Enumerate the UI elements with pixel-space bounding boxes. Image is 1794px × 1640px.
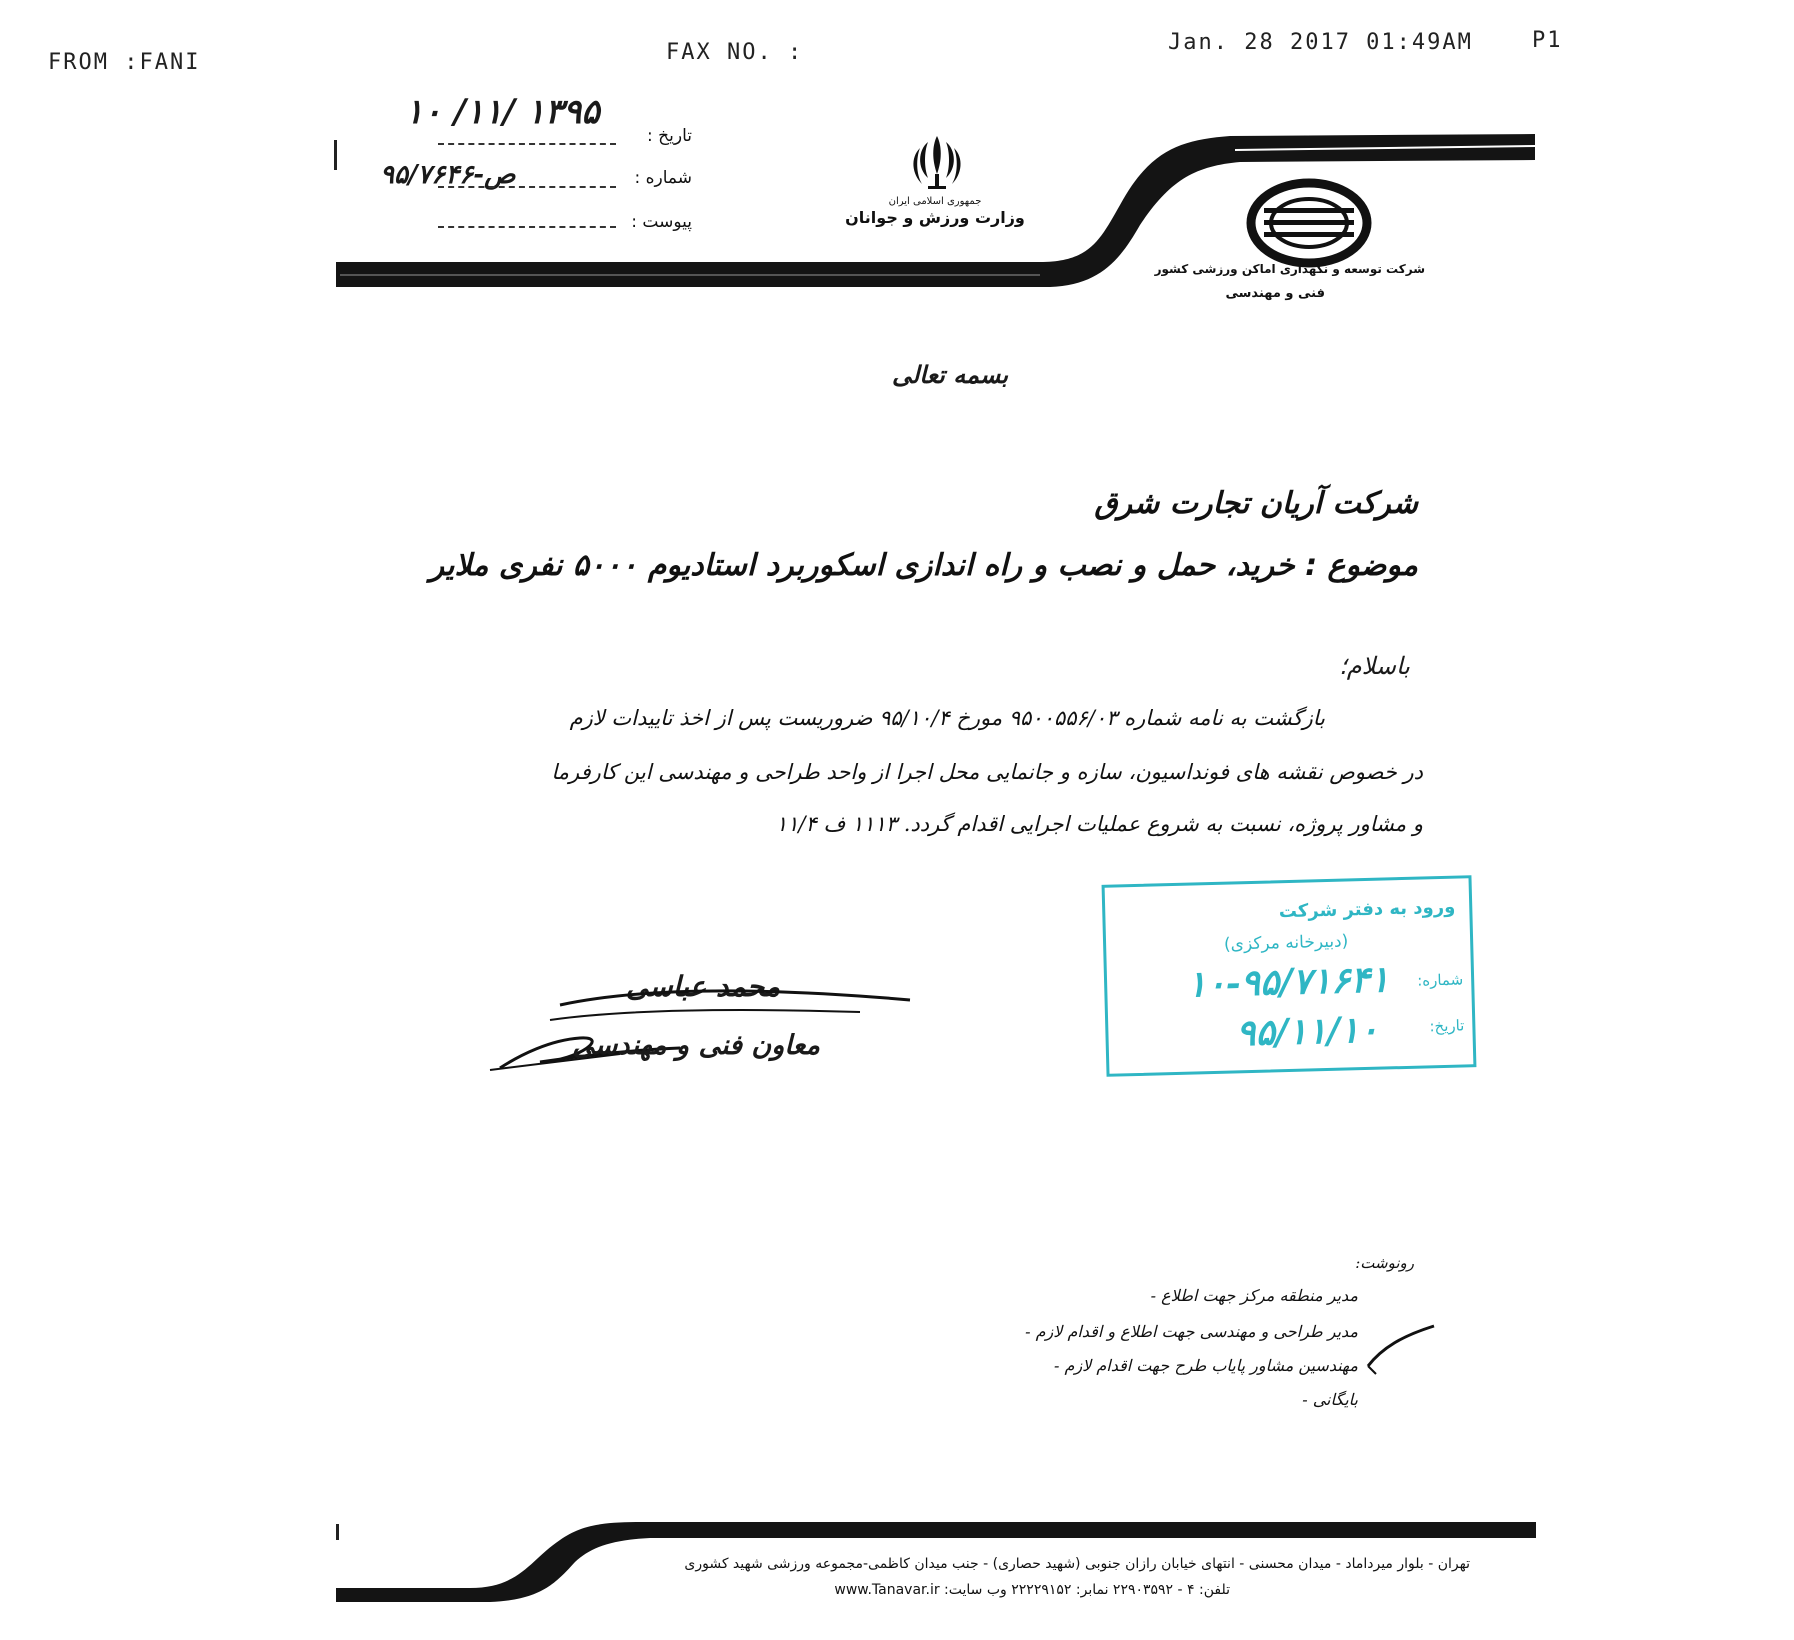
body-line-3: و مشاور پروژه، نسبت به شروع عملیات اجرایی اقدام گردد. ۱۱۱۳ ف ۱۱/۴	[775, 812, 1423, 836]
greeting: باسلام؛	[1339, 652, 1410, 680]
stamp-date-value: ۹۵/۱۱/۱۰	[1235, 1008, 1379, 1055]
attachment-dots	[438, 226, 616, 228]
stamp-subtitle: (دبیرخانه مرکزی)	[1223, 931, 1349, 955]
stamp-date-label: تاریخ:	[1429, 1016, 1465, 1036]
cc-item: بایگانی -	[1302, 1390, 1358, 1409]
cc-item: مدیر طراحی و مهندسی جهت اطلاع و اقدام لازم -	[1025, 1322, 1358, 1341]
fax-timestamp: Jan. 28 2017 01:49AM	[1168, 30, 1473, 55]
date-value: ۱۳۹۵ /۱۱/ ۱۰	[405, 92, 600, 132]
cc-item-text: بایگانی	[1312, 1390, 1358, 1409]
margin-mark	[334, 140, 337, 170]
cc-item: مهندسین مشاور پایاب طرح جهت اقدام لازم -	[1054, 1356, 1358, 1375]
iran-emblem-icon	[902, 128, 972, 198]
body-line-2: در خصوص نقشه های فونداسیون، سازه و جانمایی محل اجرا از واحد طراحی و مهندسی این کارفرما	[551, 760, 1423, 784]
stamp-number-label: شماره:	[1416, 970, 1464, 990]
date-label: تاریخ :	[647, 126, 692, 146]
ministry-line1: جمهوری اسلامی ایران	[888, 196, 982, 207]
number-dots	[438, 186, 616, 188]
checkmark-icon	[1362, 1318, 1442, 1378]
cc-item-text: مدیر منطقه مرکز جهت اطلاع	[1161, 1286, 1358, 1305]
letterhead-band	[0, 0, 1794, 300]
body-line-1: بازگشت به نامه شماره ۹۵۰۰۵۵۶/۰۳ مورخ ۹۵/۱۰/۴ ضروریست پس از اخذ تاییدات لازم	[569, 706, 1325, 730]
fax-number-label: FAX NO. :	[666, 40, 804, 65]
number-label: شماره :	[634, 168, 692, 188]
handwritten-signature	[480, 960, 940, 1080]
company-line2: فنی و مهندسی	[1225, 286, 1325, 301]
signatory-title: معاون فنی و مهندسی	[572, 1030, 820, 1061]
number-value: ص-۹۵/۷۶۴۶	[380, 160, 516, 190]
company-logo-icon	[1244, 178, 1374, 268]
attachment-label: پیوست :	[631, 212, 692, 232]
cc-item-text: مدیر طراحی و مهندسی جهت اطلاع و اقدام لازم	[1035, 1322, 1358, 1341]
invocation: بسمه تعالی	[891, 360, 1009, 389]
company-line1: شرکت توسعه و نگهداری اماکن ورزشی کشور	[1154, 262, 1425, 276]
footer-address: تهران - بلوار میرداماد - میدان محسنی - انتهای خیابان رازان جنوبی (شهید حصاری) - جنب میدان کاظمی-مجموعه ورزشی شهید کشوری	[684, 1556, 1470, 1572]
fax-page-number: P1	[1532, 28, 1563, 53]
subject-line: موضوع : خرید، حمل و نصب و راه اندازی اسکوربرد استادیوم ۵۰۰۰ نفری ملایر	[429, 548, 1418, 583]
cc-item: مدیر منطقه مرکز جهت اطلاع -	[1150, 1286, 1358, 1305]
registration-stamp	[1102, 875, 1477, 1077]
stamp-title: ورود به دفتر شرکت	[1278, 896, 1456, 923]
fax-from: FROM :FANI	[48, 50, 201, 75]
footer-contact: تلفن: ۴ - ۲۲۹۰۳۵۹۲ نمابر: ۲۲۲۲۹۱۵۲ وب سایت: www.Tanavar.ir	[834, 1582, 1230, 1598]
date-dots	[438, 143, 616, 145]
cc-heading: رونوشت:	[1355, 1254, 1414, 1272]
cc-item-text: مهندسین مشاور پایاب طرح جهت اقدام لازم	[1064, 1356, 1358, 1375]
ministry-line2: وزارت ورزش و جوانان	[845, 208, 1025, 227]
footer-margin-mark	[336, 1524, 339, 1540]
recipient: شرکت آریان تجارت شرق	[1094, 486, 1418, 521]
stamp-number-value: ۱۰-۹۵/۷۱۶۴۱	[1186, 958, 1390, 1006]
signatory-name: محمد عباسی	[625, 970, 780, 1003]
